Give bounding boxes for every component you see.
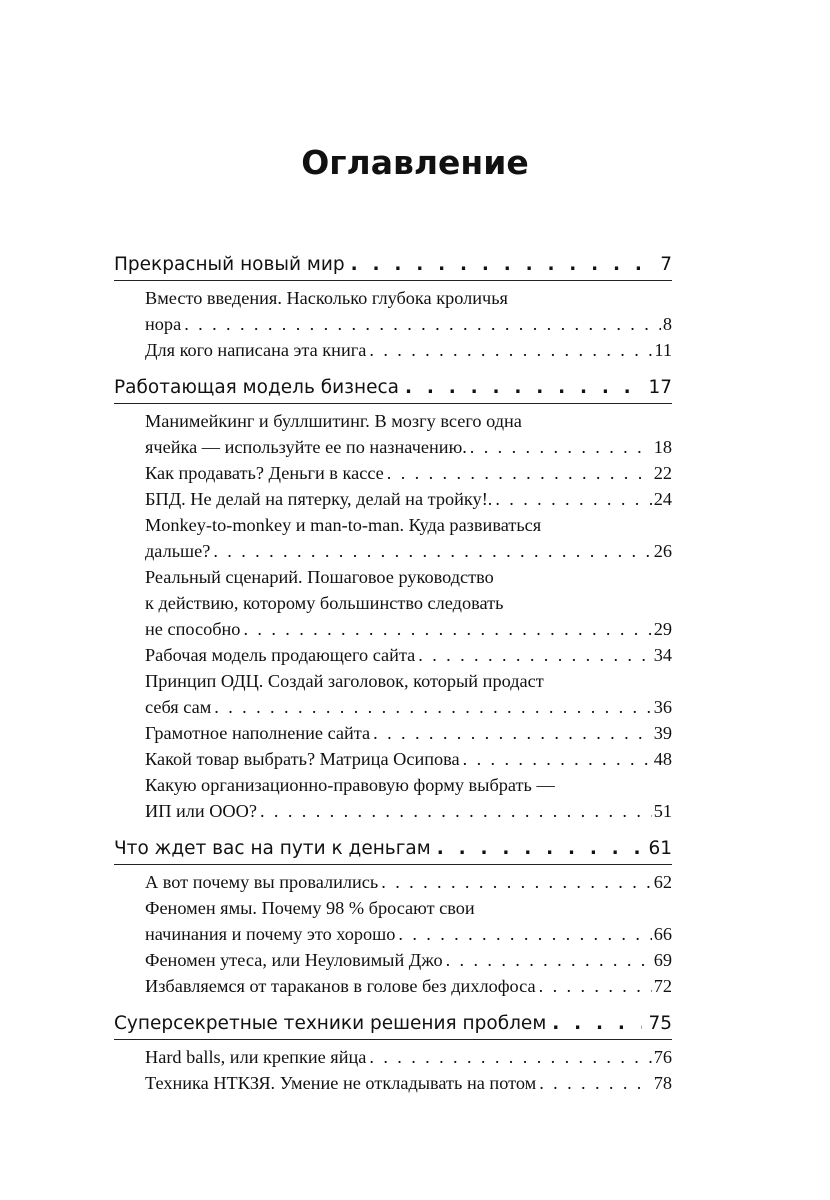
entry-title-line: Манимейкинг и буллшитинг. В мозгу всего одна xyxy=(145,411,522,431)
entry-page-number: 11 xyxy=(654,340,672,360)
dot-leader xyxy=(405,373,642,403)
toc-entry[interactable] xyxy=(145,460,672,486)
entry-title-line: Вместо введения. Насколько глубока кроличья xyxy=(145,288,508,308)
entry-page-number: 34 xyxy=(653,645,672,665)
entry-title-last-line: Рабочая модель продающего сайта xyxy=(145,645,416,665)
dot-leader xyxy=(539,973,652,999)
dot-leader xyxy=(214,694,651,720)
dot-leader xyxy=(381,869,651,895)
dot-leader xyxy=(260,798,652,824)
chapter-rule xyxy=(114,1039,672,1040)
chapter-title: Прекрасный новый мир xyxy=(114,254,345,275)
chapter-title: Суперсекретные техники решения проблем xyxy=(114,1013,547,1034)
chapter-heading[interactable] xyxy=(114,373,672,403)
entry-page-number: 76 xyxy=(653,1047,672,1067)
dot-leader xyxy=(369,1044,651,1070)
entry-title-last-line: ИП или ООО? xyxy=(145,801,257,821)
entry-page-number: 18 xyxy=(653,437,672,457)
entry-title-last-line: БПД. Не делай на пятерку, делай на тройку!. xyxy=(145,489,493,509)
table-of-contents xyxy=(114,250,672,1096)
entry-title-last-line: Феномен утеса, или Неуловимый Джо xyxy=(145,950,443,970)
entry-title-last-line: дальше? xyxy=(145,541,211,561)
entry-page-number: 78 xyxy=(653,1073,672,1093)
dot-leader xyxy=(470,434,652,460)
entry-title-last-line: Как продавать? Деньги в кассе xyxy=(145,463,384,483)
entry-page-number: 62 xyxy=(653,872,672,892)
toc-entry[interactable] xyxy=(145,895,672,947)
chapter-heading[interactable] xyxy=(114,250,672,280)
chapter-heading[interactable] xyxy=(114,1009,672,1039)
toc-entry[interactable] xyxy=(145,1044,672,1070)
toc-entry[interactable] xyxy=(145,772,672,824)
toc-entry[interactable] xyxy=(145,746,672,772)
entry-title-line: Принцип ОДЦ. Создай заголовок, который продаст xyxy=(145,671,544,691)
entry-title-last-line: Грамотное наполнение сайта xyxy=(145,723,371,743)
chapter-4 xyxy=(114,1009,672,1096)
chapter-page-number: 7 xyxy=(660,254,672,275)
entry-page-number: 22 xyxy=(653,463,672,483)
entry-title-last-line: Hard balls, или крепкие яйца xyxy=(145,1047,367,1067)
toc-entry[interactable] xyxy=(145,337,672,363)
entry-page-number: 51 xyxy=(653,801,672,821)
chapter-3 xyxy=(114,834,672,999)
toc-entry[interactable] xyxy=(145,973,672,999)
dot-leader xyxy=(373,720,652,746)
entry-page-number: 69 xyxy=(653,950,672,970)
toc-entry[interactable] xyxy=(145,486,672,512)
dot-leader xyxy=(446,947,652,973)
entry-title-line: Реальный сценарий. Пошаговое руководство xyxy=(145,567,494,587)
entry-title-last-line: А вот почему вы провалились xyxy=(145,872,379,892)
dot-leader xyxy=(463,746,652,772)
dot-leader xyxy=(437,834,643,864)
toc-entry[interactable] xyxy=(145,285,672,337)
entry-title-last-line: себя сам xyxy=(145,697,212,717)
dot-leader xyxy=(539,1070,652,1096)
entry-title-line: Monkey-to-monkey и man-to-man. Куда развиваться xyxy=(145,515,542,535)
entry-title-last-line: Для кого написана эта книга xyxy=(145,340,367,360)
entry-title-line: к действию, которому большинство следовать xyxy=(145,593,504,613)
entry-title-last-line: начинания и почему это хорошо xyxy=(145,924,396,944)
entry-title-last-line: Избавляемся от тараканов в голове без дихлофоса xyxy=(145,976,536,996)
dot-leader xyxy=(495,486,651,512)
chapter-rule xyxy=(114,403,672,404)
page-title: Оглавление xyxy=(301,143,529,182)
chapter-page-number: 75 xyxy=(648,1013,672,1034)
toc-entry[interactable] xyxy=(145,869,672,895)
section-list xyxy=(114,285,672,363)
dot-leader xyxy=(552,1009,642,1039)
toc-entry[interactable] xyxy=(145,642,672,668)
entry-title-last-line: Какой товар выбрать? Матрица Осипова xyxy=(145,749,460,769)
dot-leader xyxy=(213,538,651,564)
dot-leader xyxy=(351,250,655,280)
section-list xyxy=(114,1044,672,1096)
toc-entry[interactable] xyxy=(145,947,672,973)
entry-page-number: 26 xyxy=(653,541,672,561)
entry-page-number: 36 xyxy=(653,697,672,717)
entry-page-number: 66 xyxy=(653,924,672,944)
dot-leader xyxy=(184,311,661,337)
toc-entry[interactable] xyxy=(145,512,672,564)
toc-entry[interactable] xyxy=(145,408,672,460)
entry-page-number: 8 xyxy=(662,314,672,334)
entry-page-number: 72 xyxy=(653,976,672,996)
chapter-1 xyxy=(114,250,672,363)
section-list xyxy=(114,869,672,999)
chapter-title: Работающая модель бизнеса xyxy=(114,377,399,398)
dot-leader xyxy=(418,642,651,668)
entry-page-number: 24 xyxy=(653,489,672,509)
toc-entry[interactable] xyxy=(145,720,672,746)
toc-entry[interactable] xyxy=(145,564,672,642)
chapter-2 xyxy=(114,373,672,824)
entry-title-line: Феномен ямы. Почему 98 % бросают свои xyxy=(145,898,475,918)
entry-title-line: Какую организационно-правовую форму выбрать — xyxy=(145,775,555,795)
section-list xyxy=(114,408,672,824)
entry-title-last-line: нора xyxy=(145,314,182,334)
chapter-title: Что ждет вас на пути к деньгам xyxy=(114,838,431,859)
entry-page-number: 29 xyxy=(653,619,672,639)
entry-page-number: 39 xyxy=(653,723,672,743)
chapter-page-number: 61 xyxy=(648,838,672,859)
entry-page-number: 48 xyxy=(653,749,672,769)
dot-leader xyxy=(387,460,652,486)
dot-leader xyxy=(398,921,651,947)
chapter-page-number: 17 xyxy=(648,377,672,398)
chapter-heading[interactable] xyxy=(114,834,672,864)
entry-title-last-line: не способно xyxy=(145,619,241,639)
toc-entry[interactable] xyxy=(145,668,672,720)
toc-entry[interactable] xyxy=(145,1070,672,1096)
chapter-rule xyxy=(114,864,672,865)
dot-leader xyxy=(369,337,652,363)
dot-leader xyxy=(243,616,651,642)
entry-title-last-line: ячейка — используйте ее по назначению. xyxy=(145,437,467,457)
entry-title-last-line: Техника НТКЗЯ. Умение не откладывать на потом xyxy=(145,1073,537,1093)
chapter-rule xyxy=(114,280,672,281)
